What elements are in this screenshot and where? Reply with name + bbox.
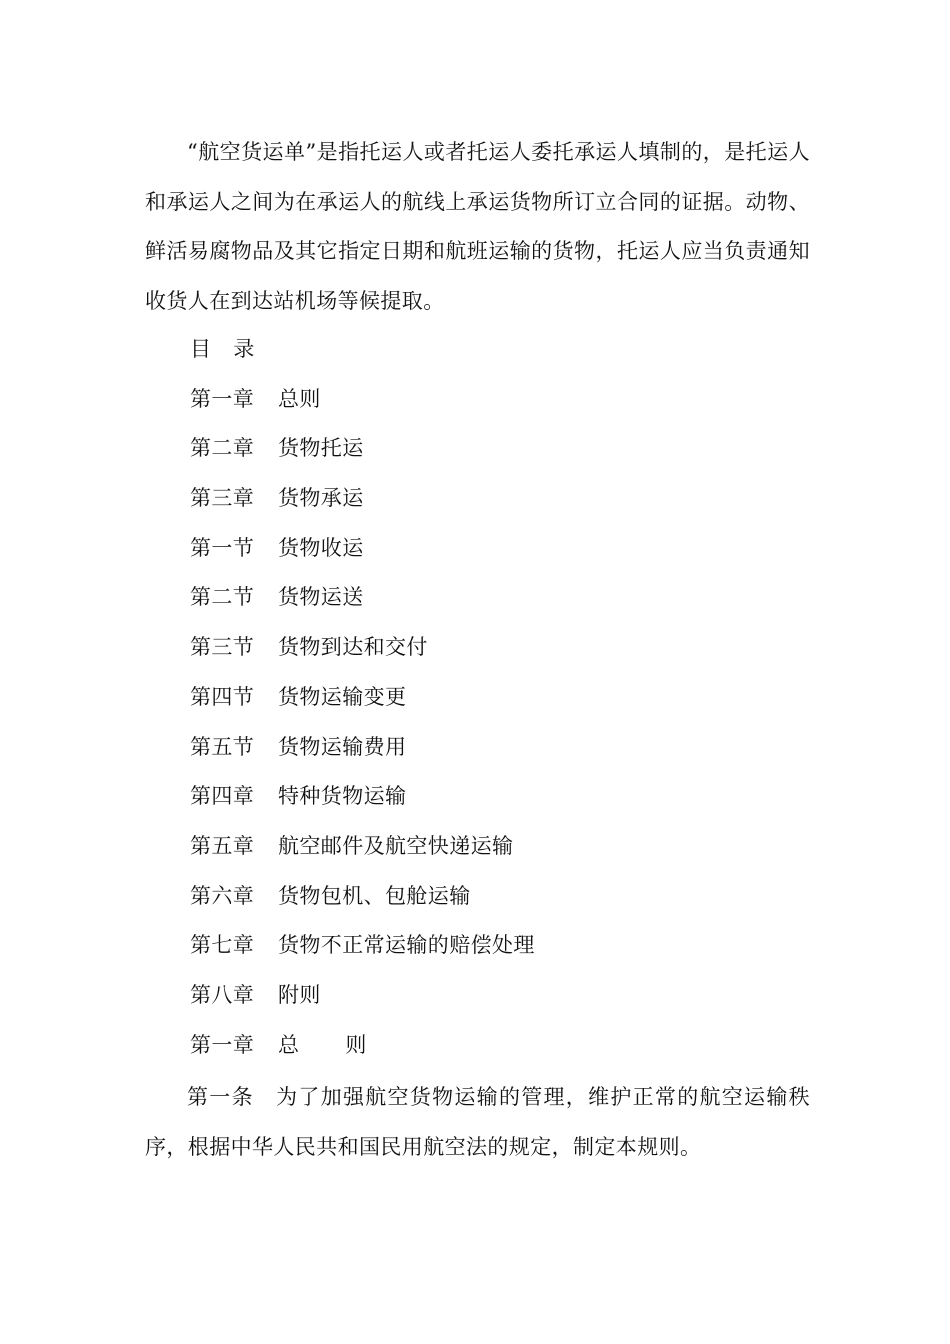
- intro-paragraph: “航空货运单”是指托运人或者托运人委托承运人填制的，是托运人和承运人之间为在承运人的航线上承运货物所订立合同的证据。动物、鲜活易腐物品及其它指定日期和航班运输的货物，托运人应当负责通知收货人在到达站机场等候提取。: [145, 140, 810, 314]
- toc-heading-right: 录: [233, 337, 255, 361]
- toc-entry-title: 货物收运: [278, 535, 364, 560]
- toc-entry: [190, 573, 535, 623]
- toc-entry-number: 第三章: [190, 486, 255, 511]
- toc-entry: [190, 921, 535, 971]
- toc-heading: [190, 325, 535, 375]
- toc-entry-number: 第八章: [190, 982, 255, 1007]
- chapter-heading: [190, 1021, 535, 1071]
- toc-entry-title: 附则: [278, 982, 321, 1007]
- toc-entry: [190, 971, 535, 1021]
- toc-heading-left: 目: [190, 337, 212, 361]
- toc-entry: [190, 424, 535, 474]
- toc-entry-number: 第二节: [190, 585, 255, 610]
- toc-entry-number: 第三节: [190, 635, 255, 660]
- toc-entry-number: 第二章: [190, 436, 255, 461]
- toc-entry-title: 货物包机、包舱运输: [278, 883, 471, 908]
- chapter-heading-right: 则: [345, 1032, 367, 1057]
- toc-entry: [190, 524, 535, 574]
- article-1-paragraph: 第一条 为了加强航空货物运输的管理，维护正常的航空运输秩序，根据中华人民共和国民用航空法的规定，制定本规则。: [145, 1085, 810, 1159]
- toc-entry-number: 第一章: [190, 386, 255, 411]
- toc-entry: [190, 673, 535, 723]
- toc-entry: [190, 772, 535, 822]
- toc-entry: [190, 474, 535, 524]
- toc-entry-title: 货物运输费用: [278, 734, 407, 759]
- toc-entry: [190, 375, 535, 425]
- toc-entry-number: 第七章: [190, 933, 255, 958]
- toc-entry-title: 货物承运: [278, 486, 364, 511]
- toc-entry-number: 第五章: [190, 833, 255, 858]
- toc-entry-number: 第六章: [190, 883, 255, 908]
- toc-entry: [190, 822, 535, 872]
- toc-entry-title: 货物托运: [278, 436, 364, 461]
- toc-entry-title: 货物到达和交付: [278, 635, 428, 660]
- toc-entry-number: 第一节: [190, 535, 255, 560]
- toc-entry-title: 航空邮件及航空快递运输: [278, 833, 514, 858]
- toc-entry-title: 货物不正常运输的赔偿处理: [278, 933, 535, 958]
- chapter-heading-number: 第一章: [190, 1032, 255, 1057]
- toc-entry-number: 第四节: [190, 684, 255, 709]
- toc-entry: [190, 623, 535, 673]
- toc-entry-title: 总则: [278, 386, 321, 411]
- toc-entry: [190, 872, 535, 922]
- toc-entry-number: 第四章: [190, 784, 255, 809]
- toc-entry-number: 第五节: [190, 734, 255, 759]
- toc-entry-title: 货物运送: [278, 585, 364, 610]
- toc-entry-title: 特种货物运输: [278, 784, 407, 809]
- chapter-heading-left: 总: [278, 1032, 300, 1057]
- toc-entry: [190, 723, 535, 773]
- toc-entry-title: 货物运输变更: [278, 684, 407, 709]
- table-of-contents: [190, 325, 535, 1070]
